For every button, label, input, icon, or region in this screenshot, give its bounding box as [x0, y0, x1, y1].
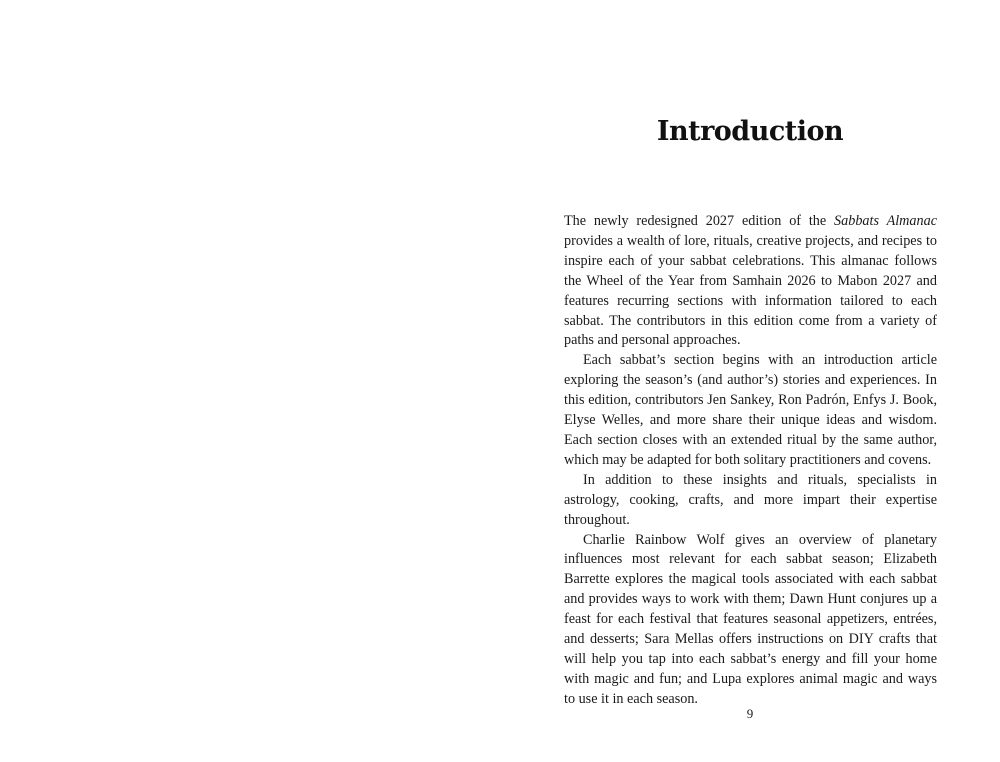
right-page — [500, 0, 1000, 762]
body-text — [564, 212, 937, 710]
paragraph-1 — [564, 212, 937, 351]
page-number: 9 — [746, 706, 754, 721]
page-title: Introduction — [656, 116, 844, 147]
paragraph-1-before: The newly redesigned 2027 edition of the — [564, 213, 835, 229]
paragraph-4: Charlie Rainbow Wolf gives an overview of planetary influences most relevant for each sabbat season; Elizabeth Barrette explores the magical tools associated with each sabbat and provides ways to work with them; Dawn Hunt conjures up a feast for each festival that features seasonal appetizers, entrées, and desserts; Sara Mellas offers instructions on DIY crafts that will help you tap into each sabbat’s energy and fill your home with magic and fun; and Lupa explores animal magic and ways to use it in each season. — [564, 531, 937, 707]
book-title-italic: Sabbats Almanac — [834, 213, 937, 229]
paragraph-1-after: provides a wealth of lore, rituals, creative projects, and recipes to inspire each of your sabbat celebrations. This almanac follows the Wheel of the Year from Samhain 2026 to Mabon 2027 and features recurring sections with information tailored to each sabbat. The contributors in this edition come from a variety of paths and personal approaches. — [564, 232, 937, 349]
paragraph-2: Each sabbat’s section begins with an introduction article exploring the season’s (and author’s) stories and experiences. In this edition, contributors Jen Sankey, Ron Padrón, Enfys J. Book, Elyse Welles, and more share their unique ideas and wisdom. Each section closes with an extended ritual by the same author, which may be adapted for both solitary practitioners and covens. — [564, 352, 937, 468]
paragraph-3: In addition to these insights and rituals, specialists in astrology, cooking, crafts, and more impart their expertise throughout. — [564, 471, 937, 528]
